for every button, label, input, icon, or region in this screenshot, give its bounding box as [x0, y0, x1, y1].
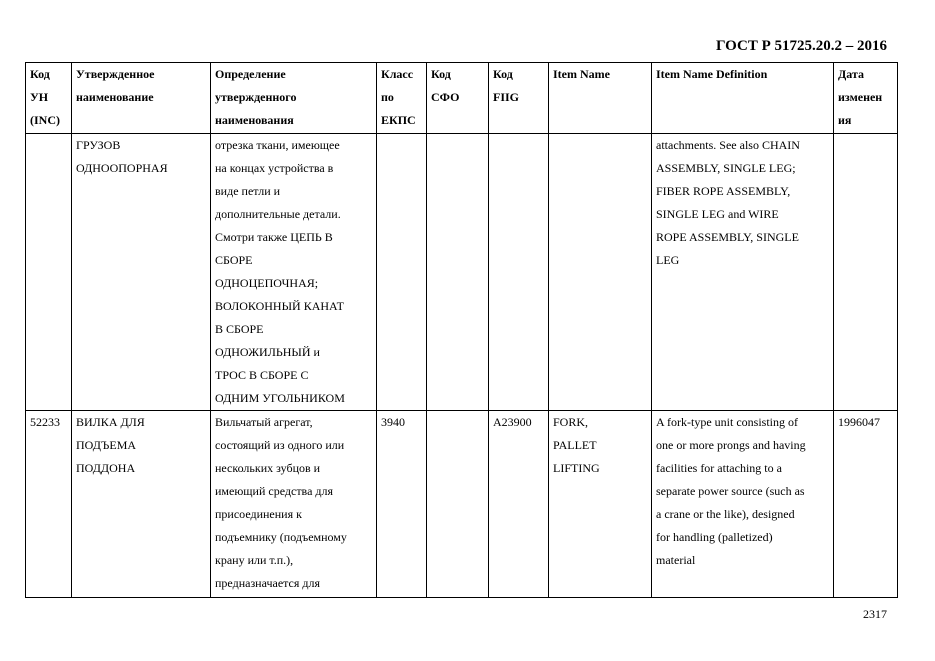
cell-item-name	[549, 134, 652, 411]
cell-change-date	[834, 134, 898, 411]
cell-sfo	[427, 134, 489, 411]
cell-item-name: FORK, PALLET LIFTING	[549, 411, 652, 598]
table-header-row	[26, 63, 898, 134]
column-header-class: Класс по ЕКПС	[377, 63, 427, 134]
cell-fiig	[489, 134, 549, 411]
page-number: 2317	[863, 607, 887, 621]
cell-definition: отрезка ткани, имеющее на концах устройства в виде петли и дополнительные детали. Смотри также ЦЕПЬ В СБОРЕ ОДНОЦЕПОЧНАЯ; ВОЛОКОННЫЙ КАНАТ В СБОРЕ ОДНОЖИЛЬНЫЙ и ТРОС В СБОРЕ С ОДНИМ УГОЛЬНИКОМ	[211, 134, 377, 411]
cell-sfo	[427, 411, 489, 598]
cell-approved-name: ГРУЗОВ ОДНООПОРНАЯ	[72, 134, 211, 411]
cell-class: 3940	[377, 411, 427, 598]
cell-approved-name: ВИЛКА ДЛЯ ПОДЪЕМА ПОДДОНА	[72, 411, 211, 598]
column-header-fiig: Код FIIG	[489, 63, 549, 134]
table-row	[26, 134, 898, 411]
cell-item-name-definition: A fork-type unit consisting of one or more prongs and having facilities for attaching to a separate power source (such as a crane or the like), designed for handling (palletized) material	[652, 411, 834, 598]
cell-inc	[26, 134, 72, 411]
cell-fiig: A23900	[489, 411, 549, 598]
column-header-definition: Определение утвержденного наименования	[211, 63, 377, 134]
cell-inc: 52233	[26, 411, 72, 598]
column-header-sfo: Код СФО	[427, 63, 489, 134]
column-header-item-name-definition: Item Name Definition	[652, 63, 834, 134]
cell-item-name-definition: attachments. See also CHAIN ASSEMBLY, SINGLE LEG; FIBER ROPE ASSEMBLY, SINGLE LEG and WIRE ROPE ASSEMBLY, SINGLE LEG	[652, 134, 834, 411]
column-header-item-name: Item Name	[549, 63, 652, 134]
column-header-approved-name: Утвержденное наименование	[72, 63, 211, 134]
catalog-table	[25, 62, 898, 598]
table-row	[26, 411, 898, 598]
cell-class	[377, 134, 427, 411]
cell-change-date: 1996047	[834, 411, 898, 598]
column-header-change-date: Дата изменен ия	[834, 63, 898, 134]
cell-definition: Вильчатый агрегат, состоящий из одного или нескольких зубцов и имеющий средства для присоединения к подъемнику (подъемному крану или т.п.), предназначается для	[211, 411, 377, 598]
column-header-inc: Код УН (INC)	[26, 63, 72, 134]
document-header: ГОСТ Р 51725.20.2 – 2016	[715, 38, 887, 54]
